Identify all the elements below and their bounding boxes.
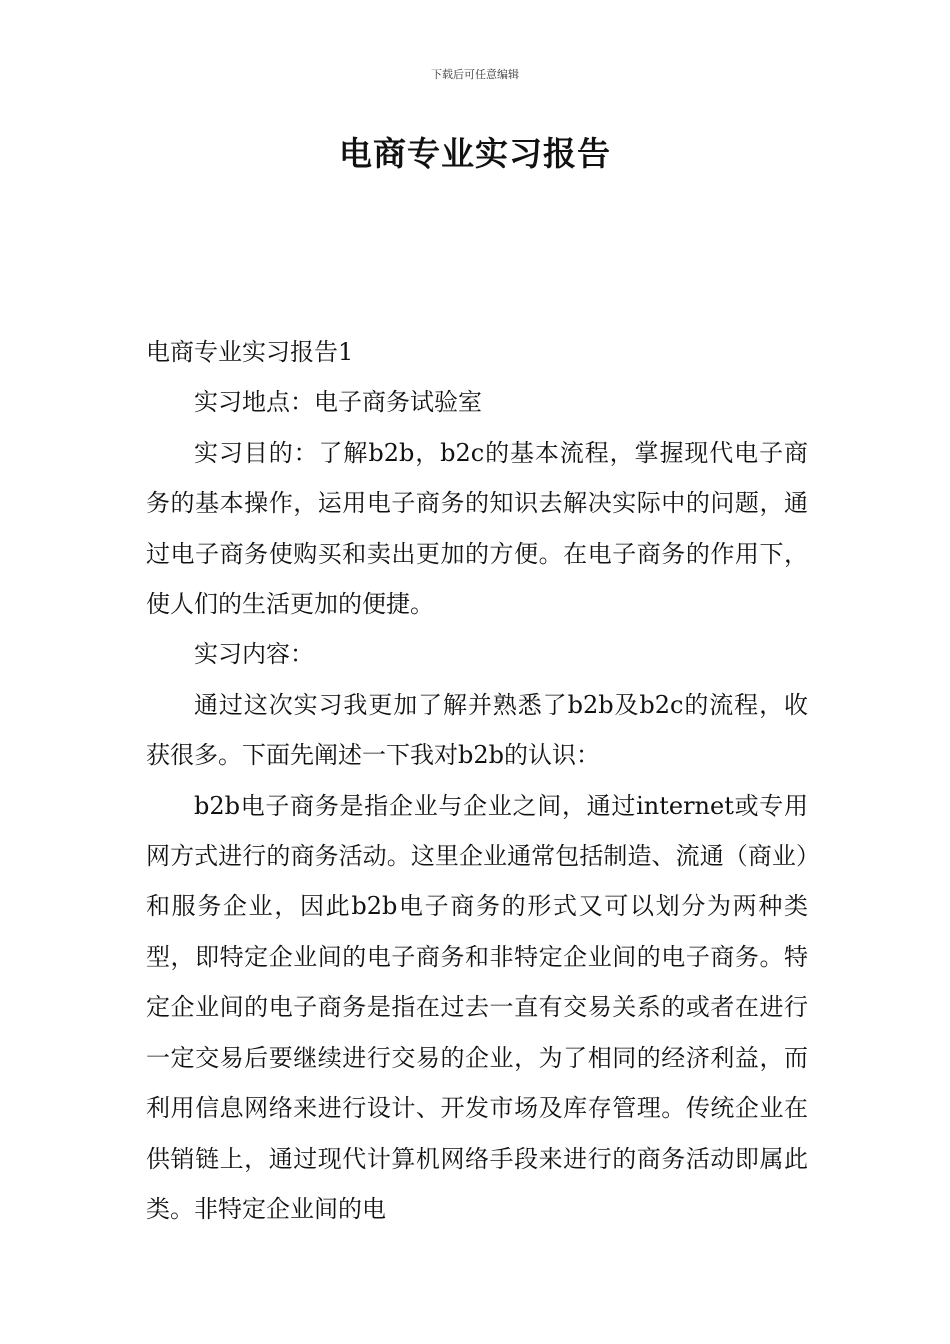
paragraph-purpose: 实习目的：了解b2b，b2c的基本流程，掌握现代电子商务的基本操作，运用电子商务的知识去解决实际中的问题，通过电子商务使购买和卖出更加的方便。在电子商务的作用下，使人们的生活更加的便捷。 [146, 438, 808, 619]
paragraph-content-heading: 实习内容： [194, 640, 314, 669]
paragraph-summary: 通过这次实习我更加了解并熟悉了b2b及b2c的流程，收获很多。下面先阐述一下我对b2b的认识： [146, 690, 808, 770]
document-title: 电商专业实习报告 [339, 134, 611, 173]
paragraph-location: 实习地点：电子商务试验室 [194, 388, 482, 417]
document-body [146, 327, 808, 1234]
header-note: 下载后可任意编辑 [431, 68, 519, 81]
section-heading: 电商专业实习报告1 [146, 338, 354, 366]
paragraph-b2b-definition: b2b电子商务是指企业与企业之间，通过internet或专用网方式进行的商务活动。这里企业通常包括制造、流通（商业）和服务企业，因此b2b电子商务的形式又可以划分为两种类型，即特定企业间的电子商务和非特定企业间的电子商务。特定企业间的电子商务是指在过去一直有交易关系的或者在进行一定交易后要继续进行交易的企业，为了相同的经济利益，而利用信息网络来进行设计、开发市场及库存管理。传统企业在供销链上，通过现代计算机网络手段来进行的商务活动即属此类。非特定企业间的电 [146, 791, 808, 1223]
